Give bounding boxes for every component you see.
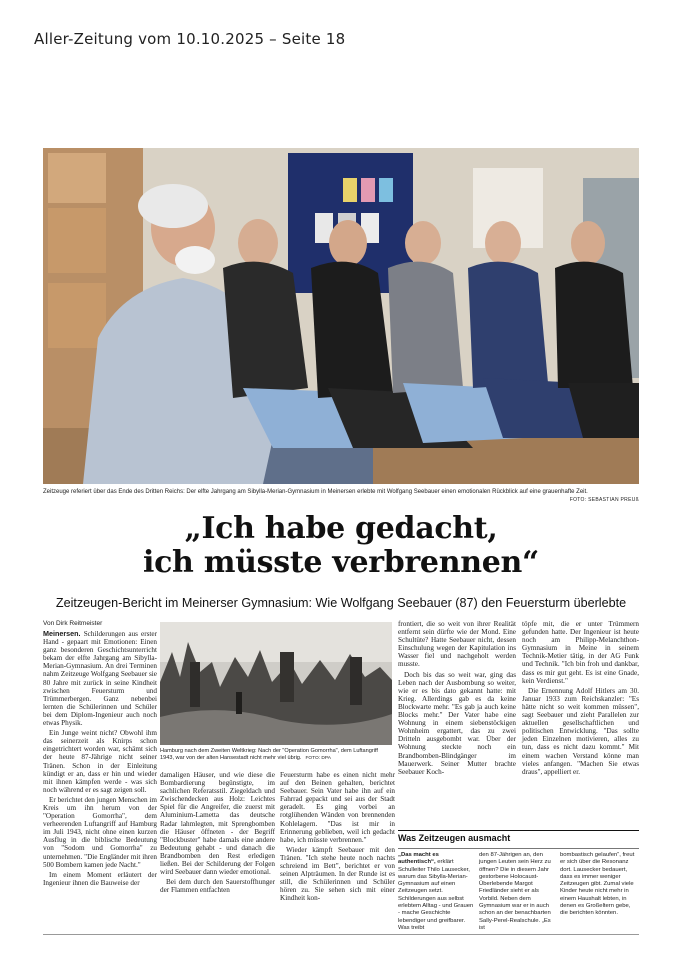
paragraph: Im einem Moment erläutert der Ingenieur ihnen die Bauweise der — [43, 870, 157, 887]
hero-photo — [43, 148, 639, 484]
paragraph: damaligen Häuser, und wie diese die Bombardierung begünstigte, im sachlichen Referatsstil. Ziegeldach und Zwischendecken aus Holz: Leichtes Spiel für die Angreifer, die zuerst mit Aluminium-Lametta das deutsche Radar lahmlegten, mit Sprengbomben die Häuser öffneten - der Begriff "Blockbuster" habe damals eine andere Bedeutung gehabt - und danach die Brandbomben den Rest erledigen ließen. Bei der Schilderung der Folgen wird Seebauer dann wieder emotional. — [160, 771, 275, 877]
article-column-1 — [43, 630, 157, 930]
hero-caption — [43, 488, 639, 504]
classroom-photo — [43, 148, 639, 484]
paragraph: Er berichtet den jungen Menschen im Kreis um ihn herum von der "Operation Gomorrha", dem verheerenden Luftangriff auf Hamburg im Juli 1943, nicht ohne einen kurzen Ausflug in die biblische Bedeutung von "Sodom und Gomorrha" zu unternehmen. "Die Engländer mit ihren 500 Bombern kamen jede Nacht." — [43, 795, 157, 869]
sidebox-column-2: den 87-Jährigen an, den jungen Leuten sein Herz zu öffnen? Die in diesem Jahr gestorbene Holocaust-Überlebende Margot Friedländer sieht er als Vorbild. Neben dem Gymnasium war er in auch schon an der benachbarten Sally-Perel-Realschule. „Es ist — [479, 852, 551, 931]
sidebox-title: Was Zeitzeugen ausmacht — [398, 830, 639, 843]
inset-credit: FOTO: DPA — [305, 756, 331, 761]
paragraph: Die Ernennung Adolf Hitlers am 30. Januar 1933 zum Reichskanzler: "Es hätte nicht so weit kommen müssen", sagt Seebauer und zieht Parallelen zur aktuellen gesellschaftlichen und politischen Entwicklung. "Das sollte jeden Einzelnen motivieren, alles zu tun, dass es nicht dazu kommt." Mit einem wachen Verstand könne man vieles anfangen. "Machen Sie etwas draus", appelliert er. — [522, 686, 639, 776]
paragraph-text: Schilderungen aus erster Hand - gepaart mit Emotionen: Einen ganz besonderen Geschichtsunterricht bekam der elfte Jahrgang am Sibylla-Merian-Gymnasium. An drei Terminen nahm Zeitzeuge Wolfgang Seebauer sie 80 Jahre mit zurück in seine Kindheit zwischen Feuersturm und Trümmerbergen. Ganz nebenbei lernten die Schülerinnen und Schüler bei dem Diplom-Ingenieur auch noch etwas Physik. — [43, 630, 157, 728]
hamburg-ruins-photo — [160, 622, 392, 745]
paragraph: Ein Junge weint nicht? Obwohl ihm das seinerzeit als Knirps schon eingetrichtert worden war, schämt sich der heute 87-Jährige nicht seiner Tränen. Schon in der Einleitung kündigt er an, dass er hin und wieder mit ihnen kämpfen werde - was sich noch während er es sagt zeigen soll. — [43, 729, 157, 794]
dateline: Meinersen. — [43, 629, 81, 638]
paragraph: Bei dem durch den Sauerstoffhunger der Flammen entfachten — [160, 878, 275, 895]
inset-caption — [160, 748, 392, 762]
sidebox-column-1 — [398, 852, 476, 931]
sidebox-lead: „Das macht es authentisch“, — [398, 852, 439, 866]
paragraph: Doch bis das so weit war, ging das Leben nach der Ausbombung so weiter, wie er es bis dato gekannt hatte: mit Krieg. Allerdings gab es da keine Blockwarte mehr. "Es gab ja auch keine Blocks mehr." Der Vater habe eine Wohnung in einem siebenstöckigen Wohnheim ergattert, das zu zwei Dritteln ausgebombt war. Über der Wohnung steckte noch ein Brandbomben-Blindgänger im Mauerwerk. Seiner Mutter brachte Seebauer Koch- — [398, 670, 516, 776]
paragraph: frontiert, die so weit von ihrer Realität entfernt sein dürfte wie der Mond. Eine Schultüte? Hatte Seebauer nicht, dessen Einschulung wegen der Kapitulation ins Wasser fiel und nachgeholt werden musste. — [398, 620, 516, 669]
byline: Von Dirk Reitmeister — [43, 620, 103, 627]
article-column-2 — [160, 771, 275, 931]
hero-caption-text: Zeitzeuge referiert über das Ende des Dritten Reichs: Der elfte Jahrgang am Sibylla-Merian-Gymnasium in Meinersen erlebte mit Wolfgang Seebauer einen emotionalen Rückblick auf eine grauenhafte Zeit. — [43, 489, 588, 495]
sidebox-rule — [398, 848, 639, 849]
paragraph — [43, 630, 157, 727]
headline — [43, 512, 639, 580]
inset-caption-text: Hamburg nach dem Zweiten Weltkrieg: Nach der "Operation Gomorrha", dem Luftangriff 1943, war von der alten Hansestadt nicht mehr viel übrig. — [160, 748, 378, 761]
sidebox-column-3: bombastisch gelaufen“, freut er sich über die Resonanz dort. Lausecker bedauert, dass es immer weniger Zeitzeugen gibt. Zumal viele Kinder heute nicht mehr in einem Haushalt lebten, in denen es Großeltern gebe, die berichten könnten. — [560, 852, 635, 917]
paragraph: töpfe mit, die er unter Trümmern gefunden hatte. Der Ingenieur ist heute noch am Philipp-Melanchthon-Gymnasium in Meine in seinem Technik-Metier tätig, in der AG Funk und Technik. "Ich bin froh und dankbar, dass es mir gut geht. Es ist eine Gnade, kein Verdienst." — [522, 620, 639, 685]
paragraph: Wieder kämpft Seebauer mit den Tränen. "Ich stehe heute noch nachts schreiend im Bett", berichtet er von seinen Alpträumen. In der Runde ist es still, die Schülerinnen und Schüler hören zu. Sie sehen sich mit einer Kindheit kon- — [280, 845, 395, 903]
bottom-rule — [43, 934, 639, 935]
hero-credit: FOTO: SEBASTIAN PREUß — [569, 497, 639, 503]
ruins-image — [160, 622, 392, 745]
page-header: Aller-Zeitung vom 10.10.2025 – Seite 18 — [34, 30, 346, 48]
headline-line-1: „Ich habe gedacht, — [184, 511, 498, 546]
paragraph: Feuersturm habe es einen nicht mehr auf den Beinen gehalten, berichtet Seebauer. Sein Vater habe ihn auf ein Fahrrad gepackt und sei aus der Stadt geradelt. Es ging vorbei an rotglühenden Wänden von brennenden Kohlelagern. "Das ist mir in Erinnerung geblieben, weil ich gedacht habe, ich müsste verbrennen." — [280, 771, 395, 844]
headline-line-2: ich müsste verbrennen“ — [142, 545, 539, 580]
article-column-3 — [280, 771, 395, 931]
article-column-5 — [522, 620, 639, 826]
subheadline: Zeitzeugen-Bericht im Meinerser Gymnasium: Wie Wolfgang Seebauer (87) den Feuersturm überlebte — [55, 596, 627, 610]
sidebox-text: erklärt Schulleiter Thilo Lausecker, warum das Sibylla-Merian-Gymnasium auf einen Zeitzeugen setzt. Schilderungen aus selbst erlebtem Alltag - und Grauen - mache Geschichte lebendiger und greifbarer. Was treibt — [398, 859, 474, 931]
article-column-4 — [398, 620, 516, 826]
